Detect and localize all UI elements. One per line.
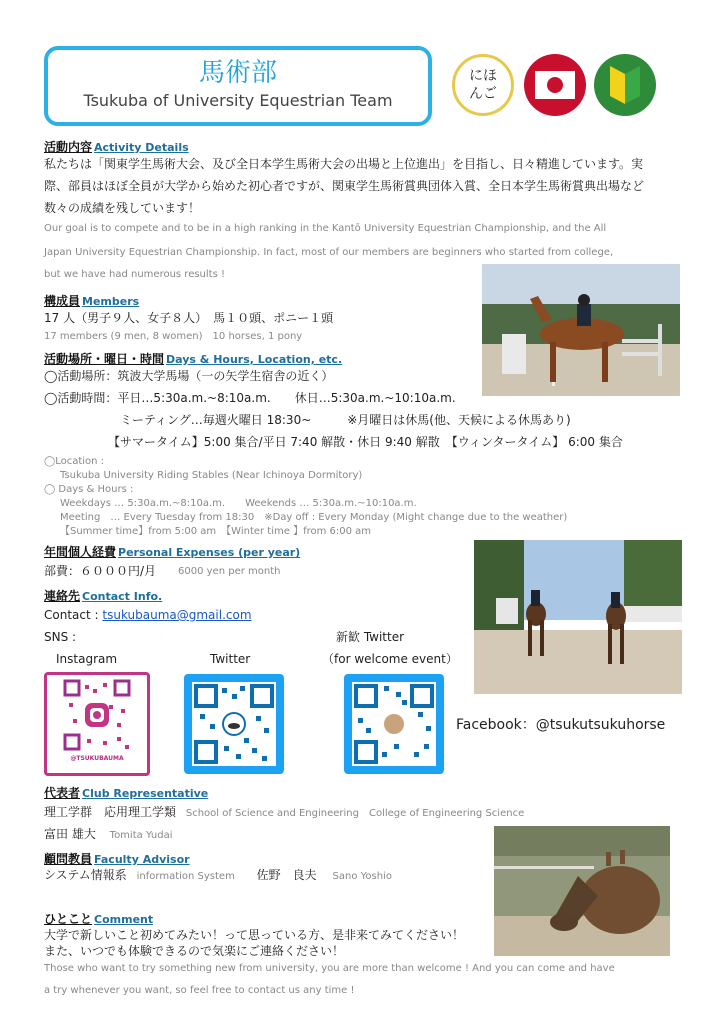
representative-dept-row [44,803,524,821]
page-subtitle: Tsukuba of University Equestrian Team [83,91,393,110]
contact-heading-jp: 連絡先 [44,589,81,603]
representative-name-en: Tomita Yudai [109,830,173,841]
schedule-heading-en: Days & Hours, Location, etc. [166,353,343,366]
show-jumping-photo [482,264,680,396]
welcome-event-label: （for welcome event） [322,652,458,666]
newcomer-twitter-label: 新歓 Twitter [336,630,405,644]
advisor-heading [44,848,190,867]
activity-jp-line2: 際、部員はほぼ全員が大学から始めた初心者ですが、関東学生馬術賞典団体入賞、全日本学生馬術賞典出場など [44,179,645,193]
twitter-qr-icon[interactable] [184,674,284,774]
comment-heading [44,908,153,927]
schedule-heading-jp: 活動場所・曜日・時間 [44,352,165,366]
members-heading-en: Members [82,295,140,308]
facebook-handle[interactable]: Facebook：@tsukutsukuhorse [456,717,666,733]
comment-jp-line2: また、いつでも体験できるので気楽にご連絡ください！ [44,944,345,958]
members-heading-jp: 構成員 [44,294,81,308]
instagram-handle: @TSUKUBAUMA [70,755,124,762]
activity-en-line2: Japan University Equestrian Championship. In fact, most of our members are beginners who started from college, [44,247,614,258]
activity-heading [44,136,189,155]
activity-en-line1: Our goal is to compete and to be in a high ranking in the Kantō University Equestrian Championship, and the All [44,223,607,234]
activity-heading-en: Activity Details [94,141,189,154]
horse-closeup-photo [494,826,670,956]
expenses-en: 6000 yen per month [178,566,281,577]
instagram-qr-icon[interactable] [44,672,150,776]
representative-name-row [44,825,172,843]
representative-dept-en: School of Science and Engineering College of Engineering Science [185,808,525,819]
schedule-weekdays-en: Weekdays … 5:30a.m.~8:10a.m. Weekends … 5:30a.m.~10:10a.m. [60,498,417,509]
representative-name-jp: 富田 雄大 [44,827,96,841]
advisor-heading-jp: 顧問教員 [44,852,93,866]
expenses-jp: 部費：６０００円/月 [44,564,157,578]
schedule-season-jp: 【サマータイム】5:00 集合/平日 7:40 解散・休日 9:40 解散 【ウィンタータイム】 6:00 集合 [108,435,623,449]
activity-heading-jp: 活動内容 [44,140,93,154]
advisor-heading-en: Faculty Advisor [94,853,190,866]
title-box [44,46,432,126]
representative-heading-en: Club Representative [82,787,209,800]
representative-heading [44,782,208,801]
schedule-season-en: 【Summer time】from 5:00 am 【Winter time 】from 6:00 am [60,526,372,537]
schedule-time-jp: ◯活動時間：平日…5:30a.m.~8:10a.m. 休日…5:30a.m.~10:10a.m. [44,391,456,405]
schedule-location-en: Tsukuba University Riding Stables (Near Ichinoya Dormitory) [60,470,363,481]
representative-heading-jp: 代表者 [44,786,81,800]
comment-en-line1: Those who want to try something new from university, you are more than welcome ! And you can come and have [44,963,615,974]
advisor-dept-en: information System [136,871,235,882]
schedule-days-label-en: ◯ Days & Hours : [44,484,134,495]
members-heading [44,290,139,309]
advisor-row [44,866,392,884]
contact-email-label: Contact : [44,608,99,622]
advisor-dept-jp: システム情報系 [44,868,127,882]
contact-heading [44,585,162,604]
expenses-heading [44,541,300,560]
twitter-label: Twitter [210,652,251,666]
contact-email-link[interactable]: tsukubauma@gmail.com [102,608,252,622]
comment-heading-jp: ひとこと [44,912,93,926]
page-title: 馬術部 [198,58,277,88]
members-jp: 17 人（男子９人、女子８人） 馬１０頭、ポニー１頭 [44,311,334,325]
activity-jp-line3: 数々の成績を残しています！ [44,201,201,215]
expenses-heading-jp: 年間個人経費 [44,545,117,559]
japan-flag-icon [524,54,586,116]
welcome-twitter-qr-icon[interactable] [344,674,444,774]
representative-dept-jp: 理工学群 応用理工学類 [44,805,177,819]
expenses-heading-en: Personal Expenses (per year) [118,546,301,559]
schedule-meeting-jp: ミーティング…毎週火曜日 18:30~ ※月曜日は休馬(他、天候による休馬あり) [120,413,571,427]
schedule-meeting-en: Meeting … Every Tuesday from 18:30 ※Day off : Every Monday (Might change due to the weather) [60,512,568,523]
comment-en-line2: a try whenever you want, so feel free to contact us any time ! [44,985,355,996]
schedule-place-jp: ◯活動場所：筑波大学馬場（一の矢学生宿舎の近く） [44,369,334,383]
activity-en-line3: but we have had numerous results ! [44,269,225,280]
contact-email-row [44,606,252,624]
comment-heading-en: Comment [94,913,154,926]
sns-label: SNS : [44,630,77,644]
schedule-location-label-en: ◯Location : [44,456,105,467]
schedule-heading [44,348,342,367]
members-en: 17 members (9 men, 8 women) 10 horses, 1 pony [44,331,303,342]
riders-photo [474,540,682,694]
advisor-name-en: Sano Yoshio [332,871,392,882]
comment-jp-line1: 大学で新しいこと初めてみたい！って思っている方、是非来てみてください！ [44,928,465,942]
contact-heading-en: Contact Info. [82,590,163,603]
beginner-mark-icon [594,54,656,116]
activity-jp-line1: 私たちは「関東学生馬術大会、及び全日本学生馬術大会の出場と上位進出」を目指し、日々精進しています。実 [44,157,644,171]
advisor-name-jp: 佐野 良夫 [256,868,317,882]
nihongo-badge-text: にほんご [469,68,497,102]
nihongo-badge-icon [452,54,514,116]
instagram-label: Instagram [56,652,118,666]
